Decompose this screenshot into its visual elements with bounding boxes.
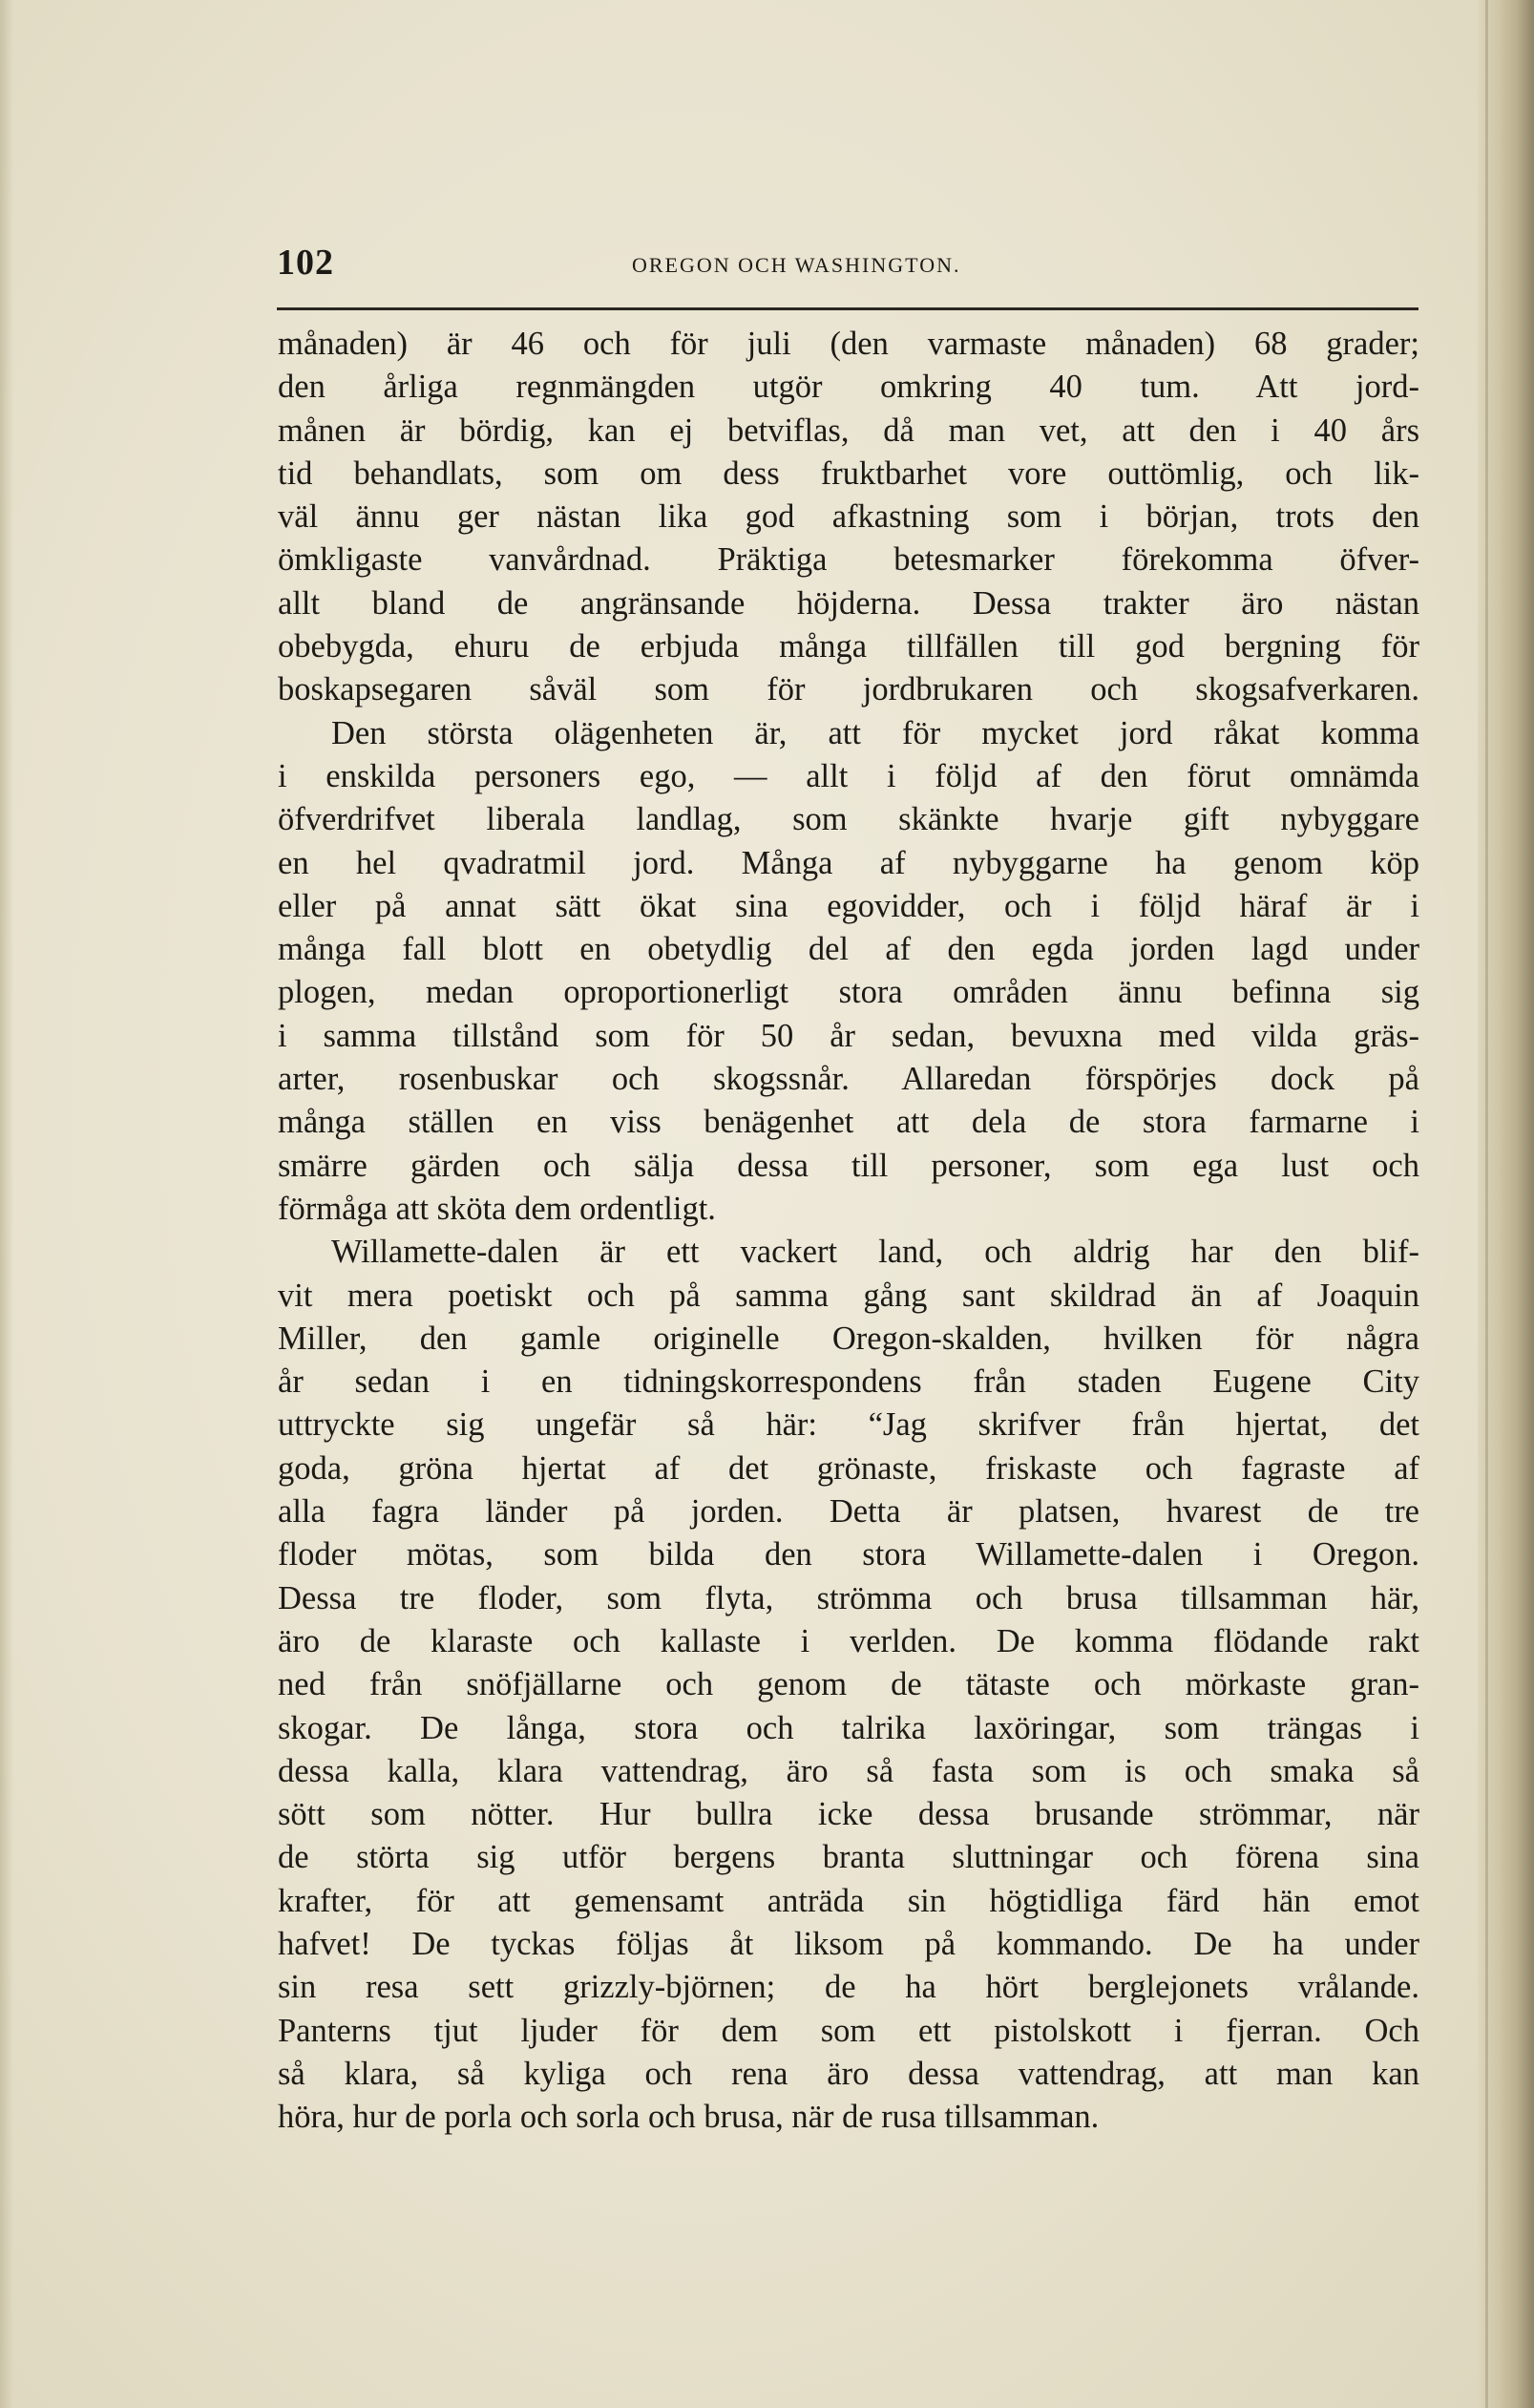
- text-line: år sedan i en tidningskorrespondens från staden Eugene City: [278, 1363, 1419, 1401]
- text-line: uttryckte sig ungefär så här: “Jag skrifver från hjertat, det: [278, 1406, 1419, 1444]
- text-line: allt bland de angränsande höjderna. Dessa trakter äro nästan: [278, 584, 1419, 622]
- text-line: många fall blott en obetydlig del af den egda jorden lagd under: [278, 931, 1419, 968]
- text-line: obebygda, ehuru de erbjuda många tillfällen till god bergning för: [278, 628, 1419, 665]
- text-line: den årliga regnmängden utgör omkring 40 tum. Att jord-: [278, 369, 1419, 406]
- text-line: tid behandlats, som om dess fruktbarhet vore outtömlig, och lik-: [278, 454, 1419, 492]
- text-line: öfverdrifvet liberala landlag, som skänkte hvarje gift nybyggare: [278, 801, 1419, 838]
- text-line: vit mera poetiskt och på samma gång sant skildrad än af Joaquin: [278, 1277, 1419, 1314]
- text-line: skogar. De långa, stora och talrika laxöringar, som trängas i: [278, 1709, 1419, 1746]
- text-line: smärre gärden och sälja dessa till personer, som ega lust och: [278, 1147, 1419, 1184]
- text-line: äro de klaraste och kallaste i verlden. De komma flödande rakt: [278, 1622, 1419, 1659]
- text-line: ömkligaste vanvårdnad. Präktiga betesmarker förekomma öfver-: [278, 541, 1419, 579]
- text-line: goda, gröna hjertat af det grönaste, friskaste och fagraste af: [278, 1449, 1419, 1487]
- text-line: en hel qvadratmil jord. Många af nybyggarne ha genom köp: [278, 844, 1419, 881]
- page-header: [277, 242, 1422, 289]
- paragraph-end-line: höra, hur de porla och sorla och brusa, när de rusa tillsamman.: [278, 2099, 1100, 2136]
- text-line: månen är bördig, kan ej betviflas, då man vet, att den i 40 års: [278, 412, 1419, 449]
- paragraph-start-line: Willamette-dalen är ett vackert land, och aldrig har den blif-: [331, 1234, 1419, 1271]
- text-line: väl ännu ger nästan lika god afkastning som i början, trots den: [278, 498, 1419, 536]
- text-line: Panterns tjut ljuder för dem som ett pistolskott i fjerran. Och: [278, 2012, 1419, 2049]
- text-line: krafter, för att gemensamt anträda sin högtidliga färd hän emot: [278, 1882, 1419, 1919]
- text-line: många ställen en viss benägenhet att dela de stora farmarne i: [278, 1104, 1419, 1141]
- paragraph-end-line: förmåga att sköta dem ordentligt.: [278, 1190, 716, 1227]
- text-line: alla fagra länder på jorden. Detta är platsen, hvarest de tre: [278, 1493, 1419, 1531]
- running-head: OREGON OCH WASHINGTON.: [632, 253, 961, 277]
- text-line: månaden) är 46 och för juli (den varmaste månaden) 68 grader;: [278, 326, 1419, 362]
- text-line: eller på annat sätt ökat sina egovidder, och i följd häraf är i: [278, 887, 1419, 924]
- text-line: i samma tillstånd som för 50 år sedan, bevuxna med vilda gräs-: [278, 1017, 1419, 1054]
- text-line: sin resa sett grizzly-björnen; de ha hört berglejonets vrålande.: [278, 1969, 1419, 2006]
- text-line: boskapsegaren såväl som för jordbrukaren och skogsafverkaren.: [278, 671, 1419, 708]
- text-line: arter, rosenbuskar och skogssnår. Allaredan förspörjes dock på: [278, 1061, 1419, 1098]
- text-line: ned från snöfjällarne och genom de tätaste och mörkaste gran-: [278, 1666, 1419, 1703]
- text-line: hafvet! De tyckas följas åt liksom på kommando. De ha under: [278, 1925, 1419, 1962]
- text-line: i enskilda personers ego, — allt i följd af den förut omnämda: [278, 757, 1419, 794]
- text-line: floder mötas, som bilda den stora Willamette-dalen i Oregon.: [278, 1536, 1419, 1574]
- page-left-edge: [0, 0, 13, 2408]
- page-fold-line: [1485, 0, 1488, 2408]
- text-line: dessa kalla, klara vattendrag, äro så fasta som is och smaka så: [278, 1752, 1419, 1789]
- text-line: de störta sig utför bergens branta sluttningar och förena sina: [278, 1839, 1419, 1876]
- text-line: plogen, medan oproportionerligt stora områden ännu befinna sig: [278, 974, 1419, 1011]
- text-line: Miller, den gamle originelle Oregon-skalden, hvilken för några: [278, 1320, 1419, 1357]
- header-rule: [277, 307, 1418, 310]
- body-text: [278, 323, 1419, 2139]
- text-line: Dessa tre floder, som flyta, strömma och brusa tillsamman här,: [278, 1579, 1419, 1616]
- paragraph-start-line: Den största olägenheten är, att för mycket jord råkat komma: [331, 714, 1419, 751]
- page-number: 102: [277, 243, 334, 283]
- text-line: sött som nötter. Hur bullra icke dessa brusande strömmar, när: [278, 1796, 1419, 1833]
- text-line: så klara, så kyliga och rena äro dessa vattendrag, att man kan: [278, 2055, 1419, 2092]
